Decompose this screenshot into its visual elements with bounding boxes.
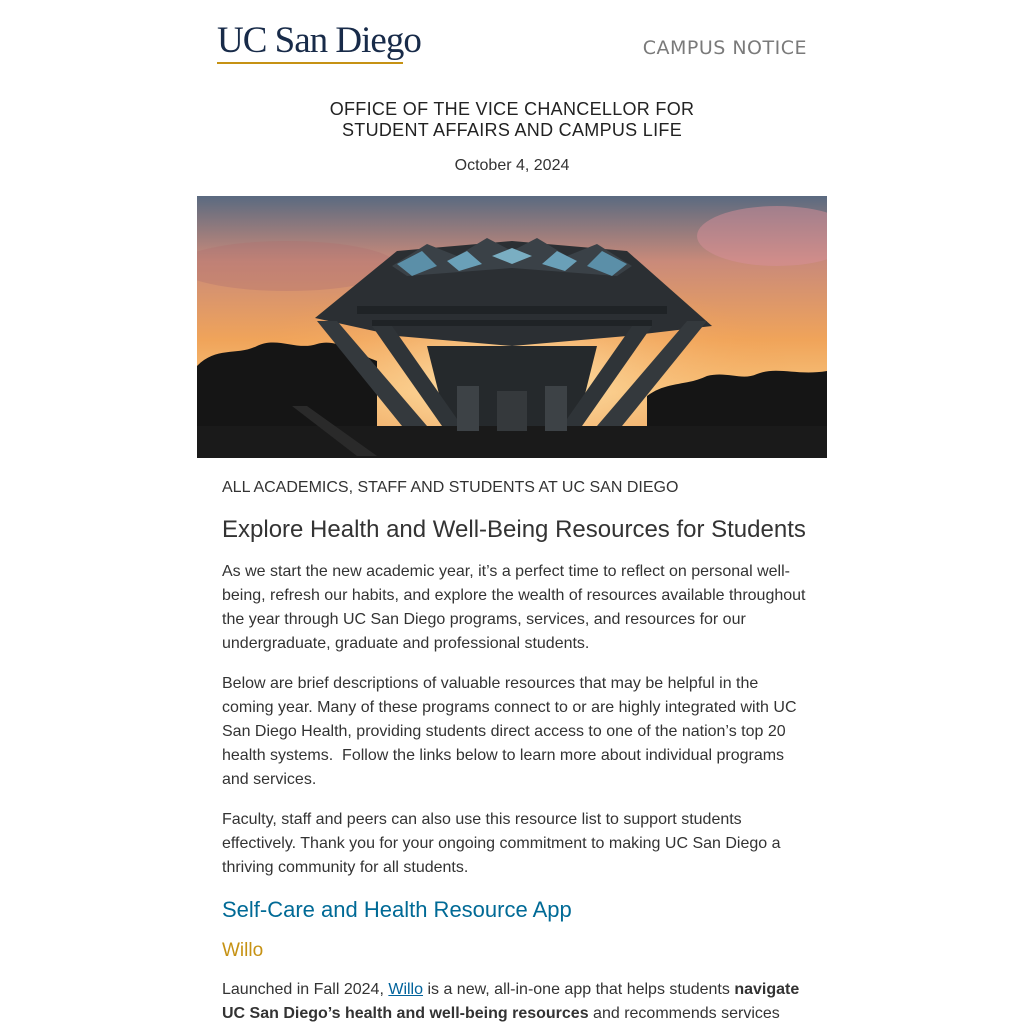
uc-san-diego-logo: [217, 22, 421, 66]
willo-link[interactable]: Willo: [388, 981, 424, 998]
intro-paragraph-2: Below are brief descriptions of valuable resources that may be helpful in the coming year. Many of these programs connect to or are highly integrated with UC San Diego Health, providing students direct access to one of the nation’s top 20 health systems. Follow the links below to learn more about individual programs and services.: [222, 675, 797, 788]
sub-heading-willo: Willo: [222, 940, 264, 961]
email-header: [197, 0, 827, 90]
willo-text-middle: is a new, all-in-one app that helps students: [423, 981, 735, 998]
willo-paragraph: [222, 978, 807, 1024]
logo-gold-rule: [217, 62, 403, 64]
geisel-library-photo: [197, 196, 827, 458]
willo-text-suffix: and recommends services: [588, 1005, 780, 1022]
section-heading-self-care: Self-Care and Health Resource App: [222, 897, 572, 922]
willo-text-bold: navigate UC San Diego’s health and well-being resources: [222, 981, 800, 1022]
office-title: [197, 99, 827, 141]
audience-line: ALL ACADEMICS, STAFF AND STUDENTS AT UC SAN DIEGO: [222, 479, 679, 496]
intro-paragraph-1: As we start the new academic year, it’s a perfect time to reflect on personal well-being, refresh our habits, and explore the wealth of resources available throughout the year through UC San Diego programs, services, and resources for our undergraduate, graduate and professional students.: [222, 563, 806, 652]
willo-text-prefix: Launched in Fall 2024,: [222, 981, 389, 998]
campus-notice-label: CAMPUS NOTICE: [642, 37, 807, 59]
notice-date: October 4, 2024: [454, 157, 570, 174]
intro-paragraph-3: Faculty, staff and peers can also use this resource list to support students effectively. Thank you for your ongoing commitment to making UC San Diego a thriving community for all students.: [222, 811, 781, 876]
notice-title: Explore Health and Well-Being Resources for Students: [222, 516, 806, 543]
logo-wordmark: UC San Diego: [217, 20, 421, 61]
email-body: [222, 478, 807, 1024]
office-title-line-2: STUDENT AFFAIRS AND CAMPUS LIFE: [341, 120, 683, 140]
office-title-line-1: OFFICE OF THE VICE CHANCELLOR FOR: [329, 99, 695, 119]
